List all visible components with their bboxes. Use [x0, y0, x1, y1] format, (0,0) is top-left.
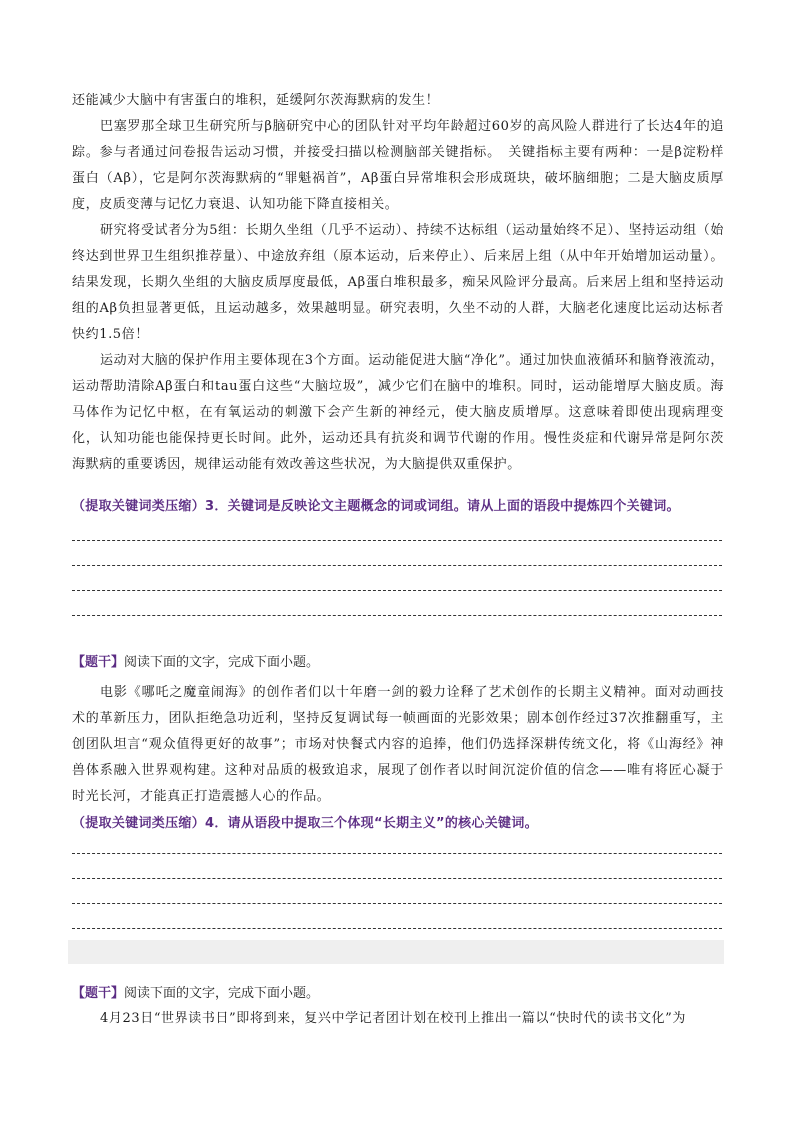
answer-line[interactable] [72, 928, 722, 930]
answer-lines-q4[interactable] [72, 853, 722, 953]
paragraph-nezha: 电影《哪吒之魔童闹海》的创作者们以十年磨一剑的毅力诠释了艺术创作的长期主义精神。面对动画技术的革新压力，团队拒绝急功近利，坚持反复调试每一帧画面的光影效果；剧本创作经过37次推翻重写，主创团队坦言“观众值得更好的故事”；市场对快餐式内容的追捧，他们仍选择深耕传统文化，将《山海经》神兽体系融入世界观构建。这种对品质的极致追求，展现了创作者以时间沉淀价值的信念——唯有将匠心凝于时光长河，才能真正打造震撼人心的作品。 [72, 685, 724, 804]
stem-tag: 【题干】 [72, 986, 125, 1001]
answer-line[interactable] [72, 903, 722, 905]
paragraph-study-design: 巴塞罗那全球卫生研究所与β脑研究中心的团队针对平均年龄超过60岁的高风险人群进行了长达4年的追踪。参与者通过问卷报告运动习惯，并接受扫描以检测脑部关键指标。 关键指标主要有两种：一是β淀粉样蛋白（Aβ），它是阿尔茨海默病的“罪魁祸首”，Aβ蛋白异常堆积会形成斑块，破坏脑细胞；二是大脑皮质厚度，皮质变薄与记忆力衰退、认知功能下降直接相关。 [72, 119, 724, 212]
answer-line[interactable] [72, 565, 722, 567]
paragraph-intro-tail: 还能减少大脑中有害蛋白的堆积，延缓阿尔茨海默病的发生！ [72, 93, 440, 108]
answer-lines-q3[interactable] [72, 540, 722, 640]
question-4: （提取关键词类压缩）4．请从语段中提取三个体现“长期主义”的核心关键词。 [72, 816, 538, 831]
answer-line[interactable] [72, 878, 722, 880]
paragraph-reading-day: 4月23日“世界读书日”即将到来，复兴中学记者团计划在校刊上推出一篇以“快时代的读书文化”为 [100, 1011, 686, 1026]
paragraph-exercise-benefits: 运动对大脑的保护作用主要体现在3个方面。运动能促进大脑“净化”。通过加快血液循环和脑脊液流动，运动帮助清除Aβ蛋白和tau蛋白这些“大脑垃圾”，减少它们在脑中的堆积。同时，运动能增厚大脑皮质。海马体作为记忆中枢，在有氧运动的刺激下会产生新的神经元，使大脑皮质增厚。这意味着即使出现病理变化，认知功能也能保持更长时间。此外，运动还具有抗炎和调节代谢的作用。慢性炎症和代谢异常是阿尔茨海默病的重要诱因，规律运动能有效改善这些状况，为大脑提供双重保护。 [72, 353, 724, 472]
question-stem-3 [72, 984, 319, 1004]
answer-line[interactable] [72, 615, 722, 617]
question-stem-2 [72, 653, 319, 673]
question-3: （提取关键词类压缩）3．关键词是反映论文主题概念的词或词组。请从上面的语段中提炼四个关键词。 [72, 499, 680, 514]
stem-text: 阅读下面的文字，完成下面小题。 [124, 655, 320, 670]
paragraph-study-groups: 研究将受试者分为5组：长期久坐组（几乎不运动）、持续不达标组（运动量始终不足）、坚持运动组（始终达到世界卫生组织推荐量）、中途放弃组（原本运动，后来停止）、后来居上组（从中年开始增加运动量）。结果发现，长期久坐组的大脑皮质厚度最低，Aβ蛋白堆积最多，痴呆风险评分最高。后来居上组和坚持运动组的Aβ负担显著更低，且运动越多，效果越明显。研究表明，久坐不动的人群，大脑老化速度比运动达标者快约1.5倍！ [72, 223, 724, 342]
answer-line[interactable] [72, 590, 722, 592]
answer-line[interactable] [72, 540, 722, 542]
stem-tag: 【题干】 [72, 655, 125, 670]
stem-text: 阅读下面的文字，完成下面小题。 [124, 986, 320, 1001]
answer-line[interactable] [72, 853, 722, 855]
gray-separator-band [68, 940, 724, 964]
